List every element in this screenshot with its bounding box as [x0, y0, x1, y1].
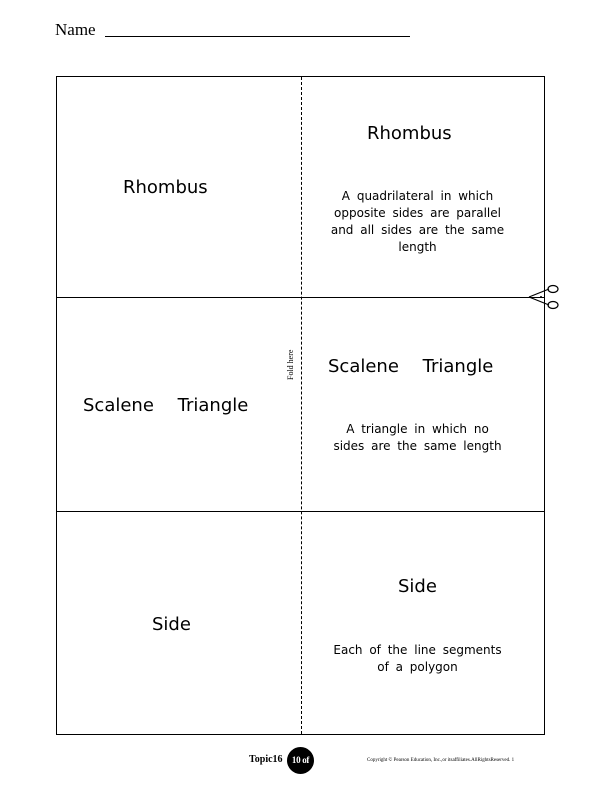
definition-line: Each of the line segments — [333, 643, 502, 657]
definition-line: A quadrilateral in which — [341, 189, 494, 203]
definition-line: and all sides are the same — [330, 223, 505, 237]
definition-text — [330, 188, 505, 256]
definition-line: sides are the same length — [333, 439, 502, 453]
copyright-text: Copyright © Pearson Education, Inc.,or itsaffiliates.AllRightsReserved. 1 — [367, 758, 515, 763]
term-label: Scalene Triangle — [83, 395, 249, 416]
definition-line: of a polygon — [377, 660, 458, 674]
definition-line: A triangle in which no — [346, 422, 489, 436]
definition-text — [330, 421, 505, 455]
definition-title: Side — [398, 576, 437, 597]
page-number-badge: 10 of 13 — [287, 747, 314, 774]
name-line[interactable] — [105, 36, 410, 37]
definition-text — [330, 642, 505, 676]
scissors-icon — [527, 284, 561, 310]
definition-line: opposite sides are parallel — [334, 206, 501, 220]
topic-label: Topic16 — [249, 754, 283, 765]
term-label: Rhombus — [123, 177, 208, 198]
definition-title: Rhombus — [367, 123, 452, 144]
fold-here-label: Fold here — [286, 349, 295, 380]
name-label: Name — [55, 20, 96, 39]
definition-line: length — [398, 240, 437, 254]
fold-line — [301, 77, 302, 734]
term-label: Side — [152, 614, 191, 635]
definition-title: Scalene Triangle — [328, 356, 494, 377]
